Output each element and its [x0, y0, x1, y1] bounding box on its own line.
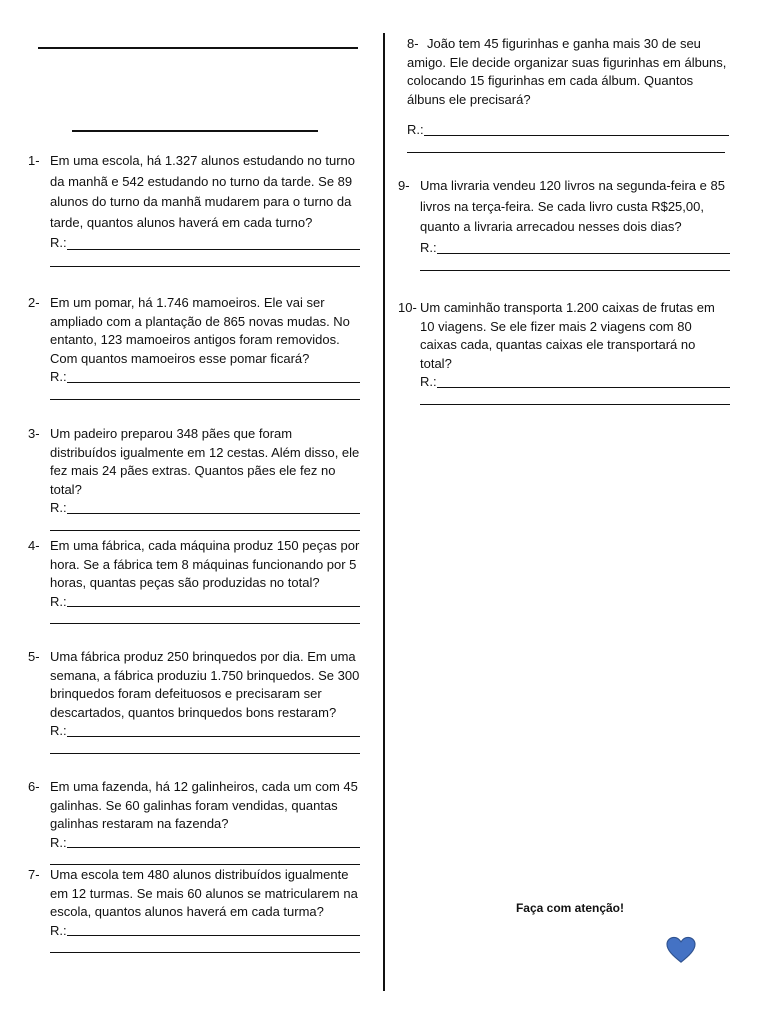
- question-8: [407, 35, 729, 153]
- answer-line[interactable]: [50, 499, 360, 518]
- answer-line[interactable]: [50, 834, 360, 853]
- answer-extra-line[interactable]: [50, 852, 360, 865]
- answer-label: R.:: [50, 369, 67, 384]
- question-text: Uma escola tem 480 alunos distribuídos igualmente em 12 turmas. Se mais 60 alunos se matricularem na escola, quantos alunos haverá em cada turma?: [50, 867, 358, 919]
- answer-line[interactable]: [50, 922, 360, 941]
- date-line: [72, 130, 318, 132]
- heart-icon: [666, 936, 696, 964]
- question-number: 8-: [407, 36, 419, 51]
- footer-note: Faça com atenção!: [515, 901, 625, 915]
- answer-extra-line[interactable]: [407, 140, 725, 153]
- answer-label: R.:: [50, 235, 67, 250]
- answer-extra-line[interactable]: [50, 741, 360, 754]
- question-text: João tem 45 figurinhas e ganha mais 30 de seu amigo. Ele decide organizar suas figurinhas em álbuns, colocando 15 figurinhas em cada álbum. Quantos álbuns ele precisará?: [407, 36, 727, 107]
- question-text: Em uma fábrica, cada máquina produz 150 peças por hora. Se a fábrica tem 8 máquinas funcionando por 5 horas, quantas peças são produzidas no total?: [50, 538, 360, 590]
- question-text: Em uma fazenda, há 12 galinheiros, cada um com 45 galinhas. Se 60 galinhas foram vendidas, quantas galinhas restaram na fazenda?: [50, 779, 358, 831]
- answer-label: R.:: [50, 500, 67, 515]
- question-6: [28, 778, 360, 865]
- question-1: [28, 151, 360, 267]
- question-number: 1-: [28, 153, 40, 168]
- answer-label: R.:: [50, 834, 67, 850]
- question-text: Em uma escola, há 1.327 alunos estudando no turno da manhã e 542 estudando no turno da tarde. Se 89 alunos do turno da manhã mudarem para o turno da tarde, quantos alunos haverá em cada turno?: [50, 153, 355, 230]
- question-4: [28, 537, 360, 624]
- question-9: [398, 176, 730, 271]
- answer-line[interactable]: [50, 368, 360, 387]
- answer-extra-line[interactable]: [420, 392, 730, 405]
- question-number: 3-: [28, 426, 40, 441]
- answer-extra-line[interactable]: [420, 258, 730, 271]
- answer-line[interactable]: [50, 722, 360, 741]
- answer-label: R.:: [420, 239, 437, 255]
- question-number: 6-: [28, 779, 40, 794]
- answer-label: R.:: [407, 122, 424, 137]
- answer-extra-line[interactable]: [50, 387, 360, 400]
- question-text: Uma livraria vendeu 120 livros na segunda-feira e 85 livros na terça-feira. Se cada livro custa R$25,00, quanto a livraria arrecadou nesses dois dias?: [420, 178, 725, 234]
- answer-line[interactable]: [420, 238, 730, 259]
- answer-extra-line[interactable]: [50, 254, 360, 267]
- question-number: 10-: [398, 300, 417, 315]
- answer-label: R.:: [50, 723, 67, 738]
- question-number: 7-: [28, 867, 40, 882]
- answer-line[interactable]: [420, 373, 730, 392]
- answer-line[interactable]: [50, 233, 360, 254]
- answer-label: R.:: [420, 374, 437, 389]
- question-5: [28, 648, 360, 754]
- question-10: [398, 299, 730, 405]
- question-number: 2-: [28, 295, 40, 310]
- question-number: 5-: [28, 649, 40, 664]
- answer-line[interactable]: [50, 593, 360, 612]
- question-7: [28, 866, 360, 953]
- answer-extra-line[interactable]: [50, 518, 360, 531]
- answer-label: R.:: [50, 922, 67, 938]
- answer-extra-line[interactable]: [50, 940, 360, 953]
- question-number: 4-: [28, 538, 40, 553]
- question-3: [28, 425, 360, 531]
- question-2: [28, 294, 360, 400]
- answer-label: R.:: [50, 593, 67, 609]
- question-text: Um padeiro preparou 348 pães que foram distribuídos igualmente em 12 cestas. Além disso, ele fez mais 24 pães extras. Quantos pães ele fez no total?: [50, 426, 360, 497]
- name-line: [38, 47, 358, 49]
- question-number: 9-: [398, 178, 410, 193]
- question-text: Em um pomar, há 1.746 mamoeiros. Ele vai ser ampliado com a plantação de 865 novas mudas. No entanto, 123 mamoeiros antigos foram removidos. Com quantos mamoeiros esse pomar ficará?: [50, 295, 350, 366]
- answer-extra-line[interactable]: [50, 611, 360, 624]
- question-text: Um caminhão transporta 1.200 caixas de frutas em 10 viagens. Se ele fizer mais 2 viagens com 80 caixas cada, quantas caixas ele transportará no total?: [420, 300, 715, 371]
- question-text: Uma fábrica produz 250 brinquedos por dia. Em uma semana, a fábrica produziu 1.750 brinquedos. Se 300 brinquedos foram defeituosos e precisaram ser descartados, quantos brinquedos bons restaram?: [50, 649, 360, 720]
- column-divider: [383, 33, 385, 991]
- answer-line[interactable]: [407, 121, 729, 140]
